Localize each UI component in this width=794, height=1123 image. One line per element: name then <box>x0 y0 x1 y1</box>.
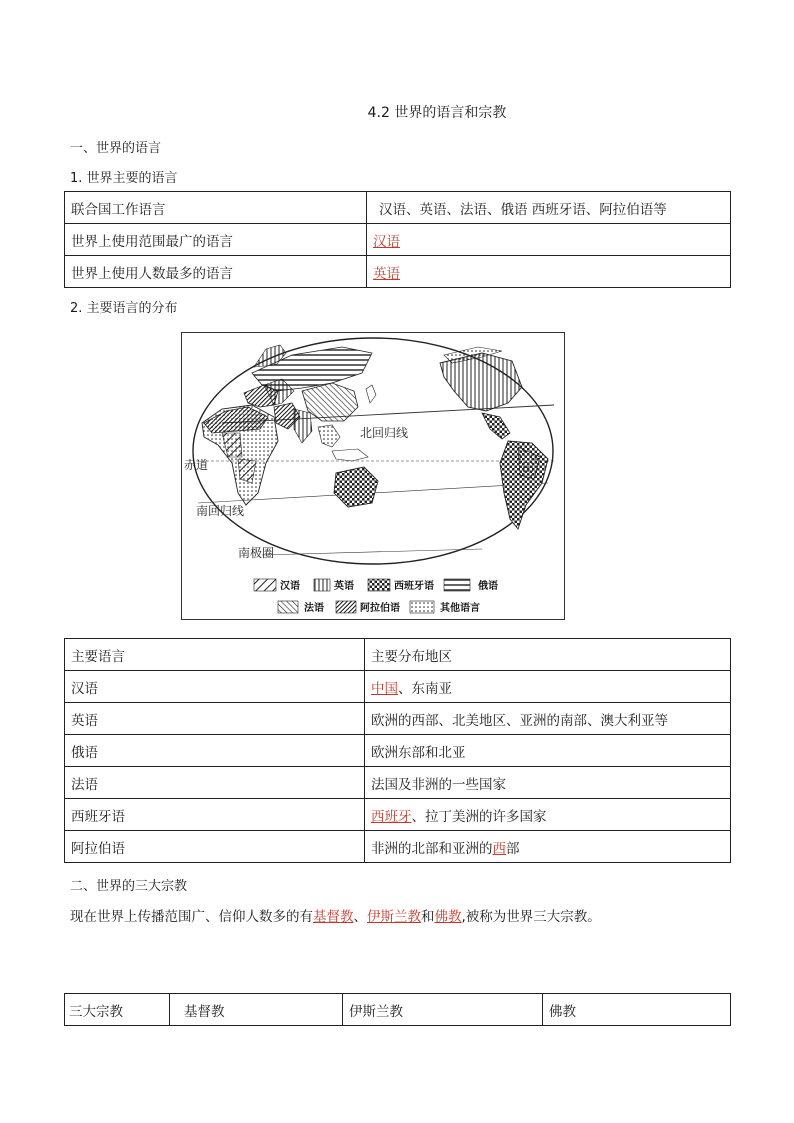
legend-swatch-arabic <box>336 601 356 613</box>
table-row <box>65 799 731 831</box>
tropic-south-label: 南回归线 <box>196 504 245 518</box>
table-cell: 世界上使用范围最广的语言 <box>65 224 367 256</box>
answer-text: 伊斯兰教 <box>367 909 421 925</box>
table-cell <box>367 224 731 256</box>
legend-label-spanish: 西班牙语 <box>394 581 434 592</box>
map-legend <box>254 579 498 614</box>
tropic-north-label: 北回归线 <box>360 426 409 440</box>
paragraph-text: 、 <box>353 909 367 925</box>
equator-label: 赤道 <box>184 458 209 472</box>
legend-label-other: 其他语言 <box>440 603 480 614</box>
answer-text: 基督教 <box>313 909 354 925</box>
table-row <box>65 671 731 703</box>
cell-text: 欧洲的西部、北美地区、亚洲的南部、澳大利亚等 <box>371 712 668 729</box>
cell-text: 欧洲东部和北亚 <box>371 744 466 761</box>
legend-swatch-russian <box>444 579 470 591</box>
table-cell: 基督教 <box>170 994 343 1026</box>
legend-swatch-chinese <box>254 579 276 591</box>
table-header-cell: 主要语言 <box>65 639 365 671</box>
answer-text: 英语 <box>373 265 400 282</box>
legend-swatch-french <box>278 601 298 613</box>
table-row <box>65 703 731 735</box>
table-cell <box>367 192 731 224</box>
answer-text: 西 <box>492 840 506 857</box>
legend-label-english: 英语 <box>334 581 354 592</box>
table-cell <box>365 831 731 863</box>
paragraph-text: 和 <box>421 909 435 925</box>
table-cell <box>365 735 731 767</box>
table-cell: 阿拉伯语 <box>65 831 365 863</box>
table-cell: 法语 <box>65 767 365 799</box>
table-cell: 俄语 <box>65 735 365 767</box>
section-heading-religions: 二、世界的三大宗教 <box>70 879 188 894</box>
legend-label-chinese: 汉语 <box>280 581 300 592</box>
legend-label-arabic: 阿拉伯语 <box>360 603 400 614</box>
cell-text: 非洲的北部和亚洲的 <box>371 840 493 857</box>
legend-label-russian: 俄语 <box>478 581 498 592</box>
table-cell: 英语 <box>65 703 365 735</box>
cell-text: 部 <box>506 840 520 857</box>
table-header-cell: 主要分布地区 <box>365 639 731 671</box>
table-row <box>65 735 731 767</box>
paragraph-text: ,被称为世界三大宗教。 <box>461 909 601 925</box>
table-cell: 佛教 <box>543 994 731 1026</box>
table-row <box>65 767 731 799</box>
legend-swatch-english <box>314 579 330 591</box>
table-cell: 伊斯兰教 <box>343 994 543 1026</box>
page-title: 4.2 世界的语言和宗教 <box>367 105 507 121</box>
table-row <box>65 192 731 224</box>
answer-text: 佛教 <box>434 909 462 925</box>
world-map-svg <box>182 333 564 619</box>
subheading-language-distribution: 2. 主要语言的分布 <box>70 301 178 316</box>
table-cell <box>365 703 731 735</box>
table-cell <box>367 256 731 288</box>
antarctic-label: 南极圈 <box>238 546 275 560</box>
table-cell: 汉语 <box>65 671 365 703</box>
table-row <box>65 224 731 256</box>
main-languages-table <box>64 191 731 288</box>
language-distribution-map <box>181 332 565 620</box>
table-cell: 联合国工作语言 <box>65 192 367 224</box>
cell-text: 法国及非洲的一些国家 <box>371 776 506 793</box>
subheading-main-languages: 1. 世界主要的语言 <box>70 171 178 186</box>
table-cell <box>365 671 731 703</box>
table-cell: 世界上使用人数最多的语言 <box>65 256 367 288</box>
religions-table <box>64 993 731 1026</box>
religions-paragraph <box>70 905 601 925</box>
table-header-row <box>65 639 731 671</box>
table-row <box>65 994 731 1026</box>
table-cell <box>365 799 731 831</box>
table-cell: 三大宗教 <box>65 994 170 1026</box>
legend-label-french: 法语 <box>304 603 324 614</box>
answer-text: 中国 <box>371 680 398 697</box>
section-heading-languages: 一、世界的语言 <box>70 141 162 156</box>
language-distribution-table <box>64 638 731 863</box>
cell-text: 、东南亚 <box>398 680 452 697</box>
table-row <box>65 256 731 288</box>
cell-value: 汉语、英语、法语、俄语 西班牙语、阿拉伯语等 <box>379 201 667 218</box>
answer-text: 西班牙 <box>371 808 412 825</box>
answer-text: 汉语 <box>373 233 400 250</box>
table-cell: 西班牙语 <box>65 799 365 831</box>
table-row <box>65 831 731 863</box>
cell-text: 、拉丁美洲的许多国家 <box>411 808 547 825</box>
legend-swatch-other <box>410 601 434 613</box>
legend-swatch-spanish <box>368 579 390 591</box>
paragraph-text: 现在世界上传播范围广、信仰人数多的有 <box>70 909 313 925</box>
table-cell <box>365 767 731 799</box>
